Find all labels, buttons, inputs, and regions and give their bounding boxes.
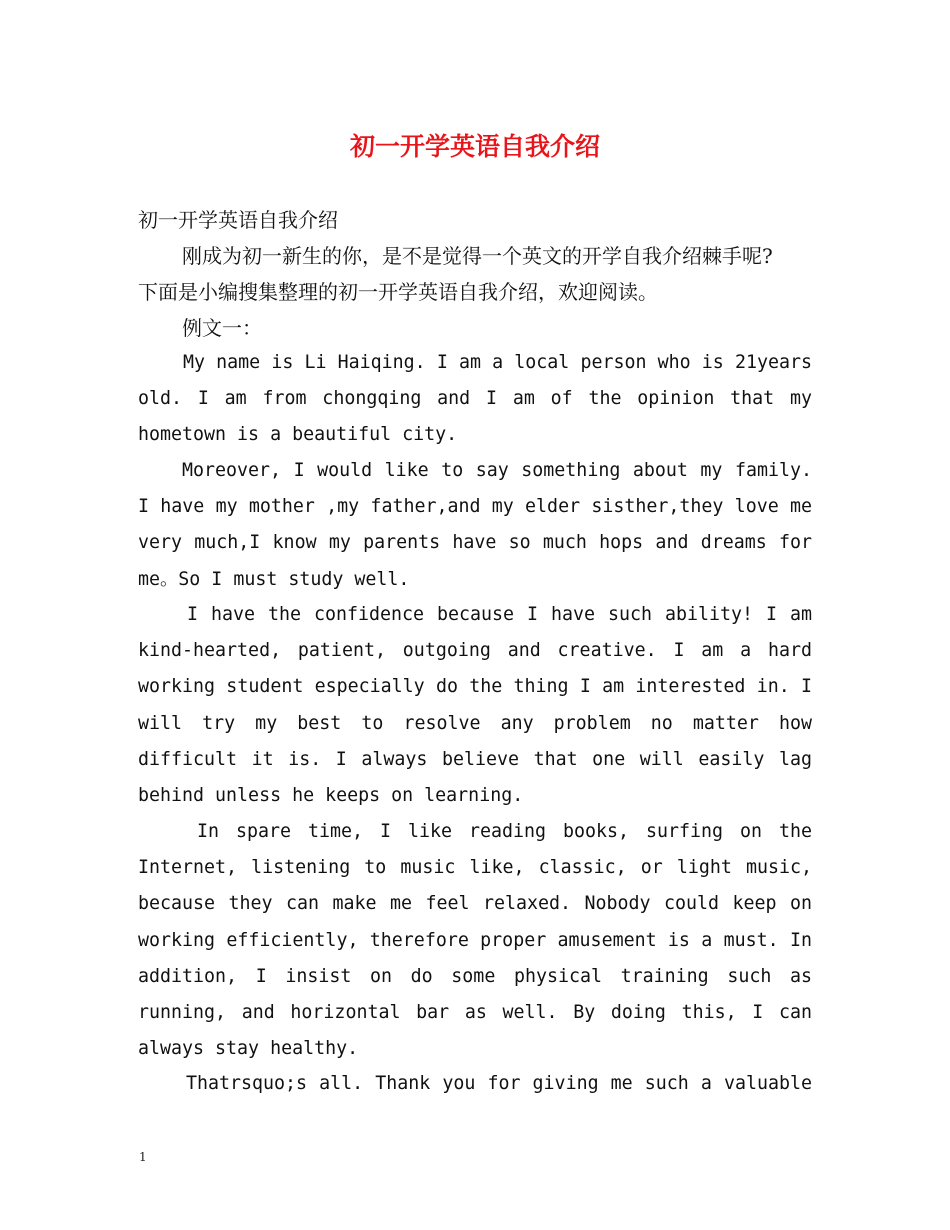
intro-line-2: 下面是小编搜集整理的初一开学英语自我介绍，欢迎阅读。 <box>138 280 658 304</box>
intro-line-1: 刚成为初一新生的你，是不是觉得一个英文的开学自我介绍棘手呢? <box>182 244 773 268</box>
document-title: 初一开学英语自我介绍 <box>349 132 600 161</box>
paragraph-2: Moreover, I would like to say something about my family. I have my mother ,my father,and my elder sisther,they love me very much,I know my parents have so much hops and dreams for me。So I must study well. <box>138 460 812 590</box>
paragraph-4: In spare time, I like reading books, surfing on the Internet, listening to music like, classic, or light music, because they can make me feel relaxed. Nobody could keep on working efficiently, therefore proper amusement is a must. In addition, I insist on do some physical training such as running, and horizontal bar as well. By doing this, I can always stay healthy. <box>138 821 812 1060</box>
paragraph-5: Thatrsquo;s all. Thank you for giving me such a valuable <box>186 1073 812 1094</box>
document-subtitle: 初一开学英语自我介绍 <box>138 208 338 232</box>
paragraph-1: My name is Li Haiqing. I am a local person who is 21years old. I am from chongqing and I am of the opinion that my hometown is a beautiful city. <box>138 352 812 446</box>
example-label: 例文一： <box>182 316 262 340</box>
paragraph-3: I have the confidence because I have such ability! I am kind-hearted, patient, outgoing and creative. I am a hard working student especially do the thing I am interested in. I will try my best to resolve any problem no matter how difficult it is. I always believe that one will easily lag behind unless he keeps on learning. <box>138 604 812 807</box>
page-number: 1 <box>139 1150 147 1164</box>
